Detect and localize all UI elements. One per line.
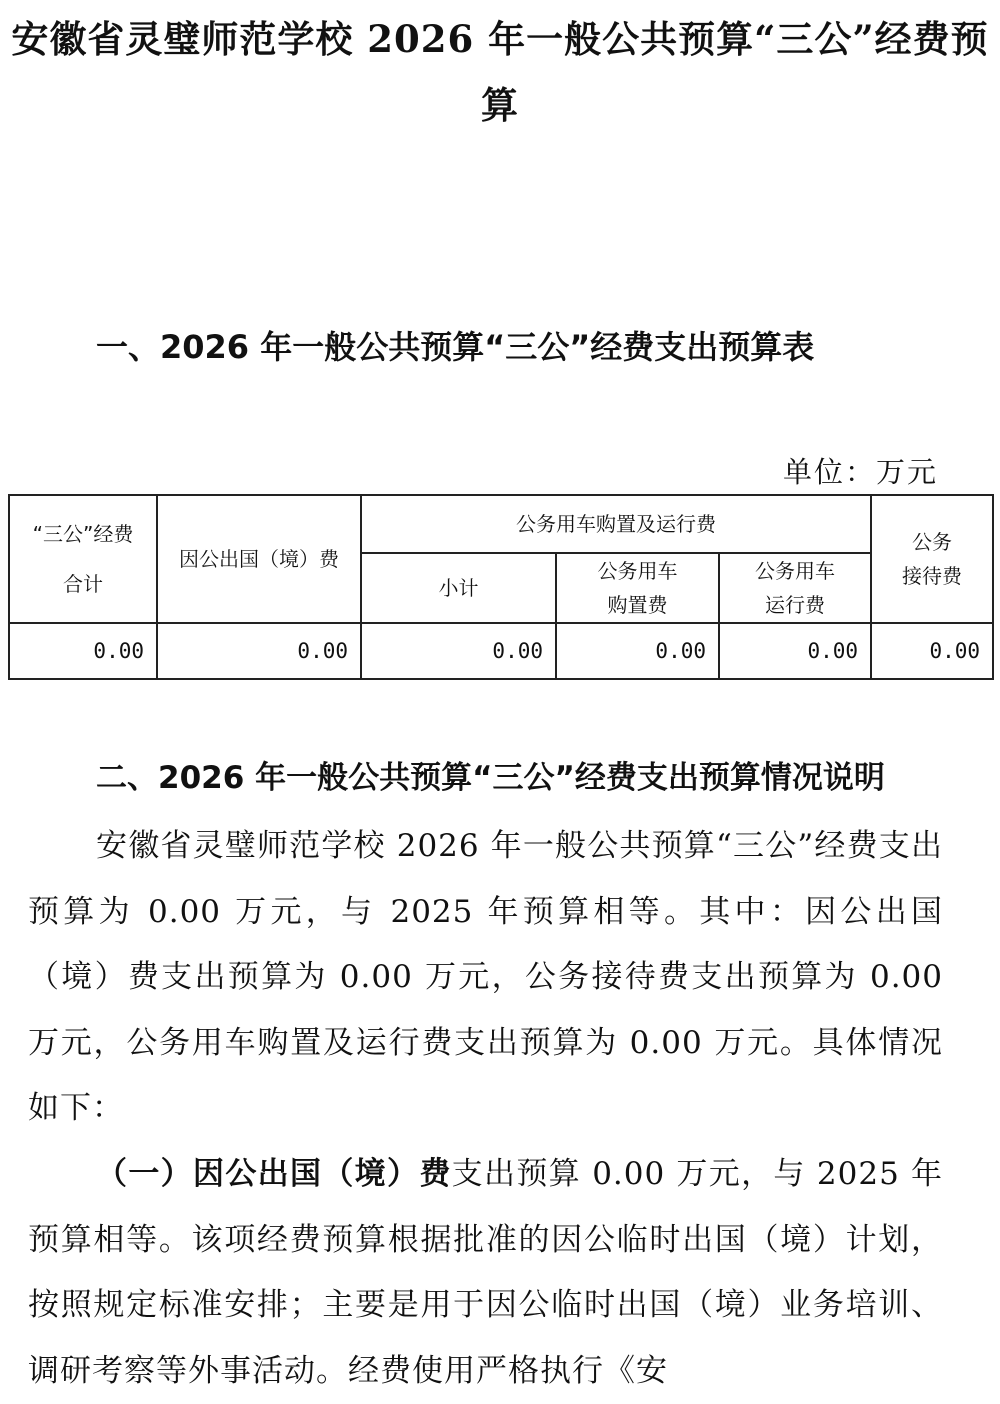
header-vehicle-group: 公务用车购置及运行费 <box>361 495 871 553</box>
value-total: 0.00 <box>9 623 157 679</box>
header-subtotal: 小计 <box>361 553 556 623</box>
paragraph-abroad-text: 支出预算 0.00 万元，与 2025 年预算相等。该项经费预算根据批准的因公临时出国（境）计划，按照规定标准安排；主要是用于因公临时出国（境）业务培训、调研考察等外事活动。经费使用严格执行《安 <box>28 1156 943 1389</box>
header-abroad: 因公出国（境）费 <box>157 495 361 623</box>
paragraph-abroad <box>28 1142 943 1404</box>
value-vehicle-purchase: 0.00 <box>556 623 719 679</box>
value-vehicle-operation: 0.00 <box>719 623 871 679</box>
section2-heading: 二、2026 年一般公共预算“三公”经费支出预算情况说明 <box>96 760 885 796</box>
table-row <box>9 623 993 679</box>
value-subtotal: 0.00 <box>361 623 556 679</box>
header-vehicle-purchase: 公务用车 购置费 <box>556 553 719 623</box>
section1-heading: 一、2026 年一般公共预算“三公”经费支出预算表 <box>96 328 815 366</box>
header-reception: 公务 接待费 <box>871 495 993 623</box>
unit-label: 单位：万元 <box>782 455 938 489</box>
value-reception: 0.00 <box>871 623 993 679</box>
header-total: “三公”经费 合计 <box>9 495 157 623</box>
budget-table <box>8 494 994 680</box>
paragraph-abroad-heading: （一）因公出国（境）费 <box>96 1156 452 1192</box>
value-abroad: 0.00 <box>157 623 361 679</box>
paragraph-summary: 安徽省灵璧师范学校 2026 年一般公共预算“三公”经费支出预算为 0.00 万元，与 2025 年预算相等。其中：因公出国（境）费支出预算为 0.00 万元，公务接待费支出预算为 0.00 万元，公务用车购置及运行费支出预算为 0.00 万元。具体情况如下： <box>28 828 943 1126</box>
header-vehicle-operation: 公务用车 运行费 <box>719 553 871 623</box>
page-title: 安徽省灵璧师范学校 2026 年一般公共预算“三公”经费预算 <box>11 17 989 127</box>
